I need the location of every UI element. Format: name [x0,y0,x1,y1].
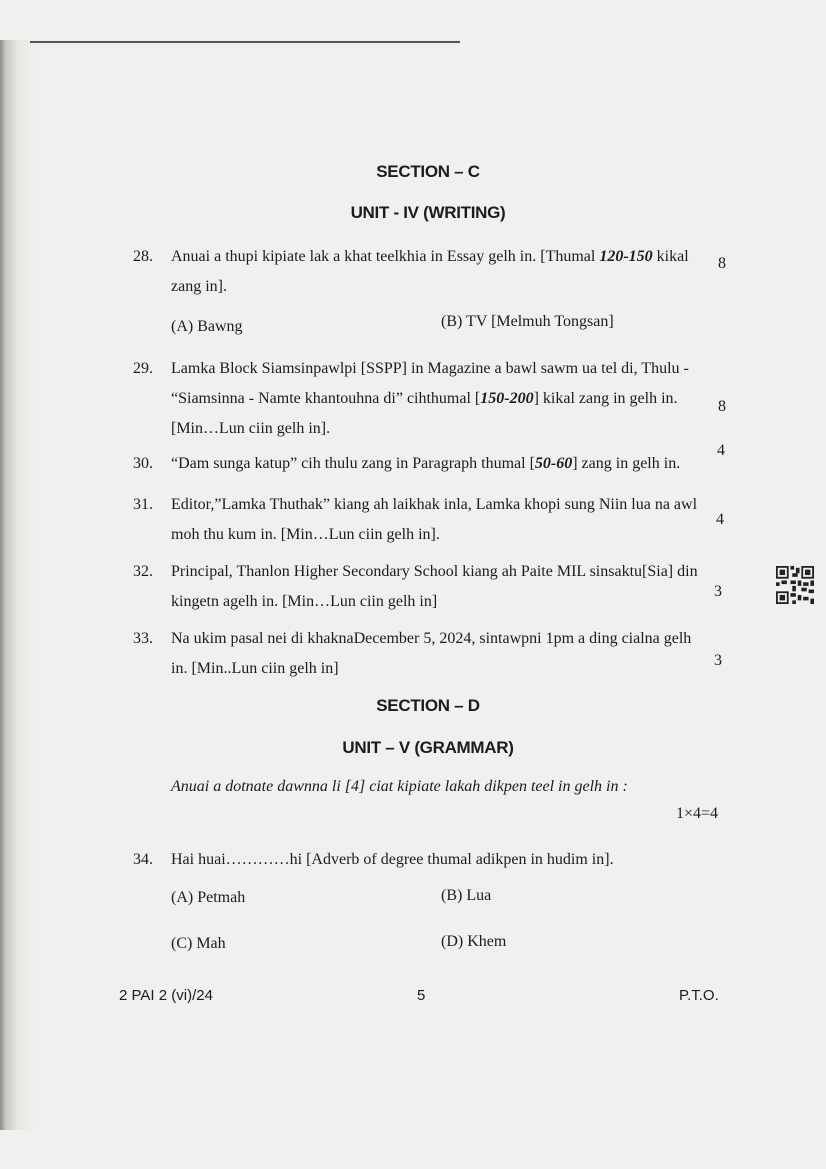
paper-code: 2 PAI 2 (vi)/24 [119,987,213,1004]
top-rule [30,41,460,43]
question-number: 31. [133,496,153,513]
question-number: 30. [133,455,153,472]
unit-v-heading: UNIT – V (GRAMMAR) [342,738,514,757]
question-text: Editor,”Lamka Thuthak” kiang ah laikhak inla, Lamka khopi sung Niin lua na awl moh thu kum in. [Min…Lun ciin gelh in]. [171,496,698,543]
question-text: Hai huai…………hi [Adverb of degree thumal adikpen in hudim in]. [171,851,614,868]
marks-29: 8 [718,398,726,415]
question-text: Principal, Thanlon Higher Secondary School kiang ah Paite MIL sinsaktu[Sia] din kingetn agelh in. [Min…Lun ciin gelh in] [171,563,698,610]
option-b: (B) TV [Melmuh Tongsan] [441,313,614,330]
question-number: 29. [133,360,153,377]
instruction-marks: 1×4=4 [676,805,719,822]
section-d-heading: SECTION – D [376,696,480,715]
option-a: (A) Bawng [171,318,243,335]
pto-label: P.T.O. [679,987,719,1004]
question-text: “Dam sunga katup” cih thulu zang in Paragraph thumal [50-60] zang in gelh in. [171,455,681,472]
option-a: (A) Petmah [171,889,246,906]
option-c: (C) Mah [171,935,226,952]
page-number: 5 [417,987,426,1004]
marks-32: 3 [714,583,722,600]
question-text: Na ukim pasal nei di khaknaDecember 5, 2024, sintawpni 1pm a ding cialna gelh in. [Min..Lun ciin gelh in] [171,630,692,677]
marks-28: 8 [718,255,726,272]
qr-code-icon [776,566,814,604]
question-number: 28. [133,248,153,265]
marks-30: 4 [717,442,725,459]
question-number: 34. [133,851,153,868]
option-d: (D) Khem [441,933,507,950]
instruction-text: Anuai a dotnate dawnna li [4] ciat kipiate lakah dikpen teel in gelh in : [171,778,628,795]
question-number: 33. [133,630,153,647]
question-text: Anuai a thupi kipiate lak a khat teelkhia in Essay gelh in. [Thumal 120-150 kikal zang in]. [171,248,689,295]
marks-31: 4 [716,511,724,528]
question-number: 32. [133,563,153,580]
section-c-heading: SECTION – C [376,162,480,181]
marks-33: 3 [714,652,722,669]
option-b: (B) Lua [441,887,492,904]
question-text: Lamka Block Siamsinpawlpi [SSPP] in Magazine a bawl sawm ua tel di, Thulu - “Siamsinna - Namte khantouhna di” cihthumal [150-200] kikal zang in gelh in. [Min…Lun ciin gelh in]. [171,360,689,437]
unit-iv-heading: UNIT - IV (WRITING) [350,203,506,222]
